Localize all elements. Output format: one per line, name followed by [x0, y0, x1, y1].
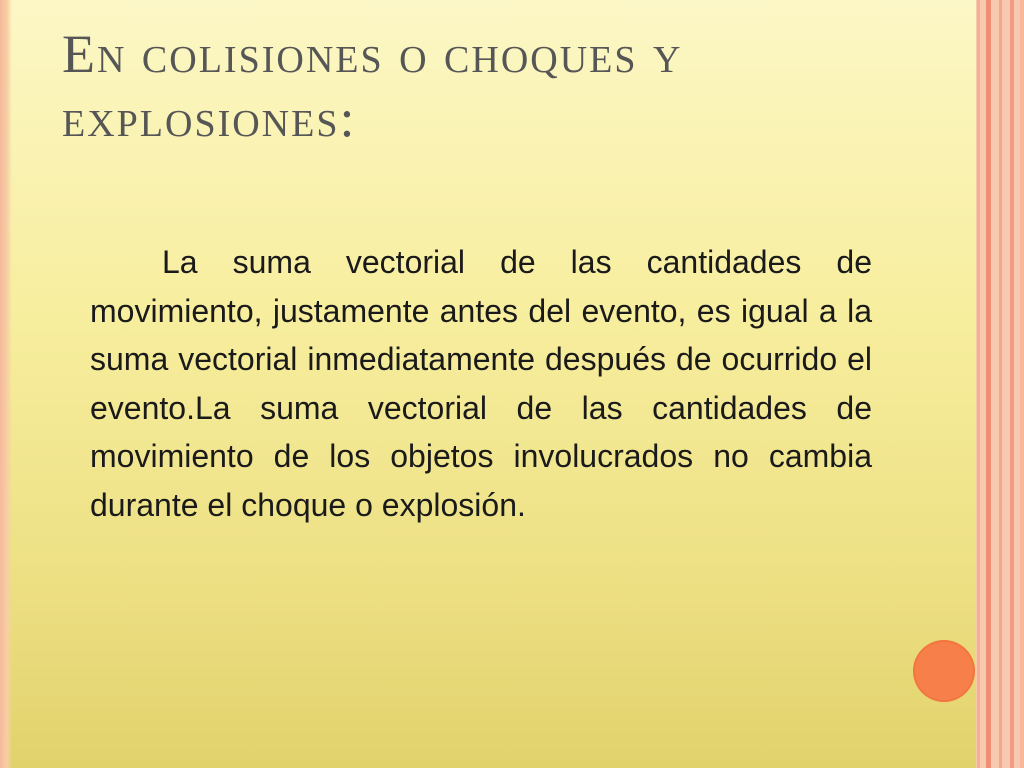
slide-body-text: La suma vectorial de las cantidades de movimiento, justamente antes del evento, es igual a la suma vectorial inmediatamente después de ocurrido el evento.La suma vectorial de las cantidades de movimiento de los objetos involucrados no cambia durante el choque o explosión. [90, 244, 872, 523]
slide-title: En colisiones o choques y explosiones: [62, 24, 683, 148]
decorative-stripe [999, 0, 1002, 768]
decorative-stripe [1010, 0, 1014, 768]
decorative-stripe [1020, 0, 1024, 768]
left-edge-decoration [0, 0, 12, 768]
orange-circle-icon [913, 640, 975, 702]
decorative-stripe [986, 0, 991, 768]
decorative-stripe [977, 0, 980, 768]
right-stripe-band [976, 0, 1024, 768]
